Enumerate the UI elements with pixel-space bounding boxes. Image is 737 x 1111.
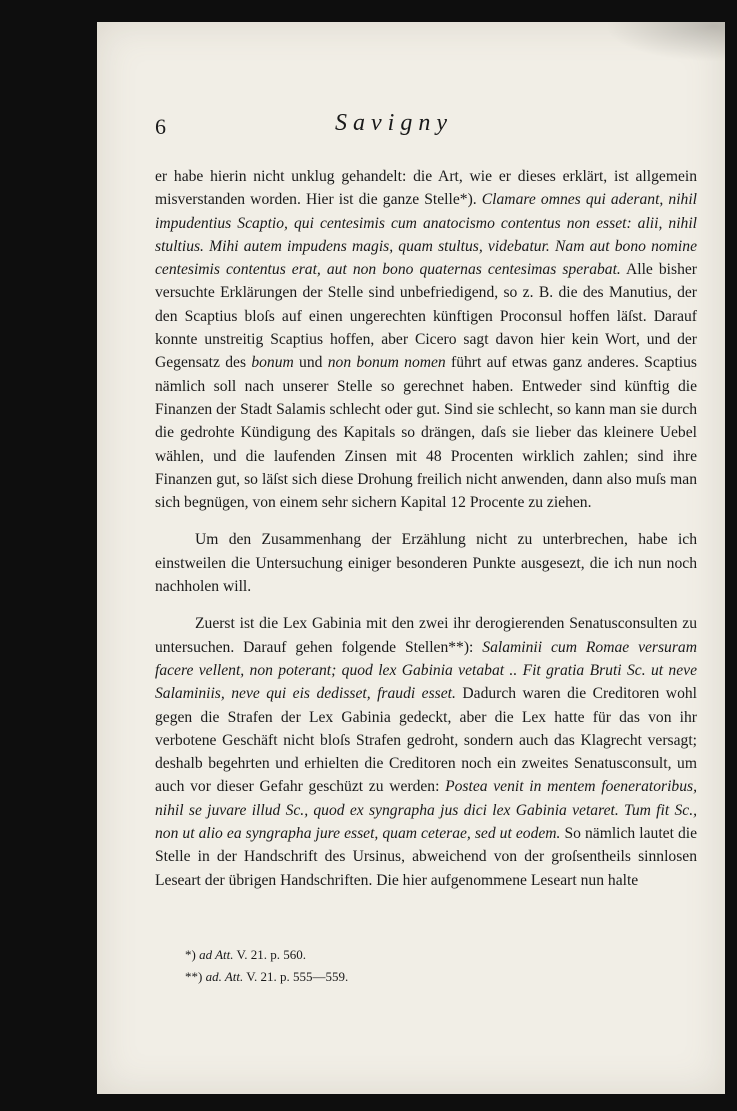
paragraph-2 <box>155 528 697 598</box>
footnote-source: ad Att. <box>199 947 234 962</box>
text-segment: er habe hierin nicht unklug gehandelt: die Art, wie er dieses erklärt, ist allgemein misverstanden worden. Hier ist die ganze Stelle*). <box>155 168 697 209</box>
text-segment: führt auf etwas ganz anderes. Scaptius nämlich soll nach unserer Stelle so gerechnet haben. Entweder sind künftig die Finanzen der Stadt Salamis schlecht oder gut. Sind sie schlecht, so kann man sie durch die gedrohte Kündigung des Kapitals so drängen, daſs sie lieber das kleinere Uebel wählen, und die laufenden Zinsen mit 48 Procenten wirklich zahlen; sind ihre Finanzen gut, so läſst sich diese Drohung freilich nicht anwenden, dann also muſs man sich begnügen, von einem sehr sichern Kapital 12 Procente zu ziehen. <box>155 354 697 512</box>
book-page <box>97 22 725 1094</box>
footnote-source: ad. Att. <box>205 969 244 984</box>
page-number: 6 <box>155 114 166 139</box>
text-segment: So nämlich lautet die Stelle in der Handschrift des Ursinus, abweichend von der groſsentheils sinnlosen Leseart der übrigen Handschriften. Die hier aufgenommene Leseart nun halte <box>155 825 697 889</box>
text-segment: Zuerst ist die Lex Gabinia mit den zwei ihr derogierenden Senatusconsulten zu untersuchen. Darauf gehen folgende Stellen**): <box>155 615 697 656</box>
latin-term: bonum <box>251 354 294 372</box>
paragraph-1 <box>155 165 697 514</box>
footnote-2 <box>185 966 727 988</box>
paragraph-3 <box>155 612 697 892</box>
text-segment: Um den Zusammenhang der Erzählung nicht zu unterbrechen, habe ich einstweilen die Untersuchung einiger besonderen Punkte ausgesezt, die ich nun noch nachholen will. <box>155 531 697 596</box>
latin-quote: Clamare omnes qui aderant, nihil impudentius Scaptio, qui centesimis cum anatocismo contentus non esset: alii, nihil stultius. Mihi autem impudens magis, quam stultus, videbatur. Nam aut bono nomine centesimis contentus erat, aut non bono quaternas centesimas sperabat. <box>155 191 697 279</box>
footnote-reference: V. 21. p. 555—559. <box>243 969 349 984</box>
footnotes <box>185 944 727 988</box>
footnote-marker: **) <box>185 969 206 984</box>
footnote-marker: *) <box>185 947 200 962</box>
footnote-1 <box>185 944 727 966</box>
body-text <box>155 165 697 892</box>
text-segment: und <box>293 354 328 372</box>
text-segment: Dadurch waren die Creditoren wohl gegen die Strafen der Lex Gabinia gedeckt, aber die Lex hatte für das von ihr verbotene Geschäft nicht bloſs Strafen gedroht, sondern auch das Klagrecht versagt; deshalb begehrten und erhielten die Creditoren noch ein zweites Senatusconsult, um auch vor dieser Gefahr geschüzt zu werden: <box>155 685 697 796</box>
footnote-reference: V. 21. p. 560. <box>233 947 307 962</box>
page-header <box>155 110 697 144</box>
text-segment: Alle bisher versuchte Erklärungen der Stelle sind unbefriedigend, so z. B. die des Manutius, der den Scaptius bloſs auf einen ungerechten künftigen Proconsul hoffen läſst. Darauf konnte unstreitig Scaptius hoffen, aber Cicero sagt davon hier kein Wort, und der Gegensatz des <box>155 261 697 372</box>
latin-quote: Postea venit in mentem foeneratoribus, nihil se juvare illud Sc., quod ex syngrapha jus dici lex Gabinia vetaret. Tum fit Sc., non ut alio ea syngrapha jure esset, quam ceterae, sed ut eodem. <box>155 778 697 843</box>
latin-term: non bonum nomen <box>327 354 446 372</box>
latin-quote: Salaminii cum Romae versuram facere vellent, non poterant; quod lex Gabinia vetabat .. Fit gratia Bruti Sc. ut neve Salaminiis, neve qui eis dedisset, fraudi esset. <box>155 638 697 703</box>
running-head: Savigny <box>335 110 453 136</box>
